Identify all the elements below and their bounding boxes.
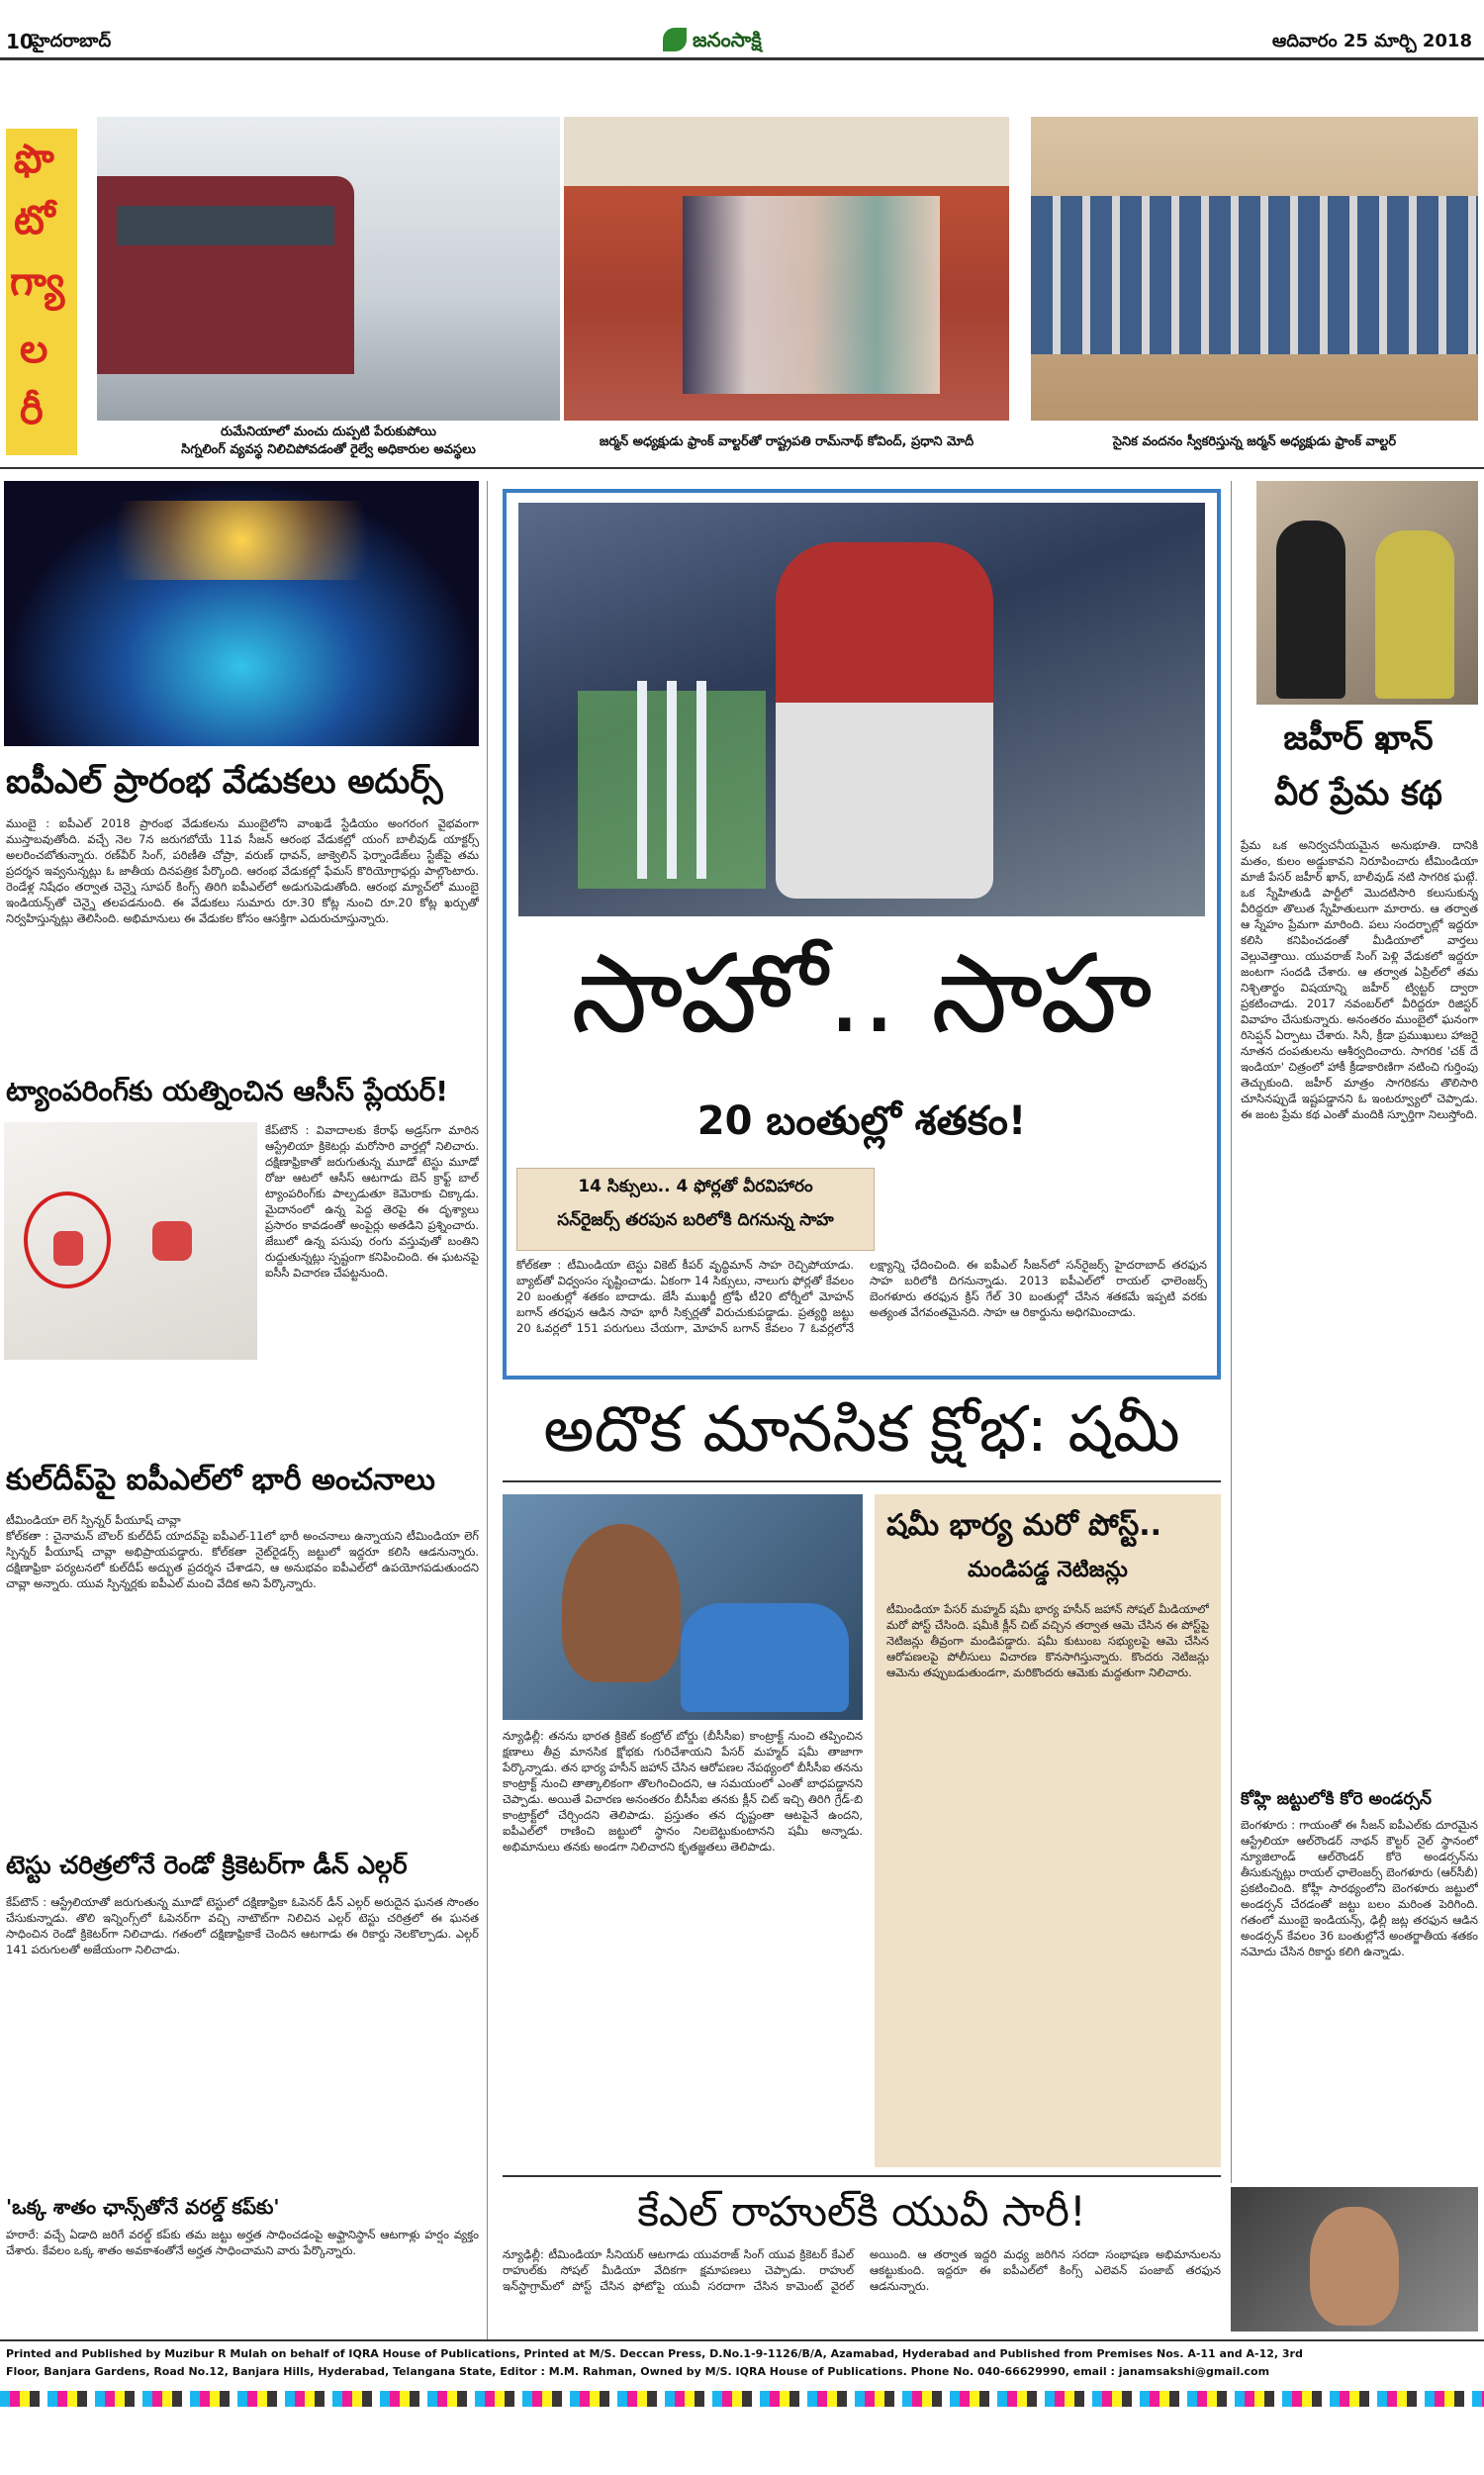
masthead [0, 0, 1484, 59]
shami-headline-rule [503, 1480, 1221, 1482]
shami-photo [503, 1494, 863, 1720]
world-cup-body: హరారే: వచ్చే ఏడాది జరిగే వరల్డ్ కప్‌కు తమ జట్టు అర్హత సాధించడంపై అఫ్ఘానిస్థాన్ ఆటగాళ్లు హర్షం వ్యక్తం చేశారు. కేవలం ఒక్క శాతం అవకాశంతోనే అర్హత సాధించామని వారు పేర్కొన్నారు. [6, 2228, 479, 2257]
shami-headline: అదొక మానసిక క్షోభ: షమీ [543, 1393, 1180, 1467]
saha-highlight-box [516, 1168, 875, 1251]
rahul-body: న్యూఢిల్లీ: టీమిండియా సీనియర్ ఆటగాడు యువరాజ్ సింగ్ యువ క్రికెటర్ కేఎల్ రాహుల్‌కు సోషల్ మీడియా వేదికగా క్షమాపణలు చెప్పాడు. రాహుల్ ఇన్‌స్టాగ్రామ్‌లో పోస్ట్ చేసిన ఫోటోపై యువీ సరదాగా చేసిన కామెంట్ వైరల్ అయింది. ఆ తర్వాత ఇద్దరి మధ్య జరిగిన సరదా సంభాషణ అభిమానులను ఆకట్టుకుంది. ఇద్దరూ ఈ ఐపీఎల్‌లో కింగ్స్ ఎలెవన్ పంజాబ్ తరఫున ఆడనున్నారు. [503, 2247, 1221, 2293]
imprint-line-1: Printed and Published by Muzibur R Mulah on behalf of IQRA House of Publications, Printed at M/S. Deccan Press, D.No.1-9-1126/B/A, Azamabad, Hyderabad and Published from Premises Nos. A-11 and A-12, 3rd [6, 2347, 1303, 2360]
gallery-char-3: గ్యా [10, 259, 65, 305]
zaheer-body: ప్రేమ ఒక అనిర్వచనీయమైన అనుభూతి. దానికి మతం, కులం అడ్డుకావని నిరూపించారు టీమిండియా మాజీ పేసర్ జహీర్ ఖాన్, బాలీవుడ్ నటి సాగరిక ఘట్గే. ఒక స్నేహితుడి పార్టీలో మొదటిసారి కలుసుకున్న వీరిద్దరూ తొలుత స్నేహితులుగా మారారు. ఆ తర్వాత ఆ స్నేహం ప్రేమగా మారింది. పలు సందర్భాల్లో ఇద్దరూ కలిసి కనిపించడంతో మీడియాలో వార్తలు వెల్లువెత్తాయి. యువరాజ్ సింగ్ పెళ్లి వేడుకలో ఇద్దరూ జంటగా సందడి చేశారు. ఆ తర్వాత ఏప్రిల్‌లో తమ నిశ్చితార్థం విషయాన్ని జహీర్ ట్విట్టర్ ద్వారా ప్రకటించాడు. 2017 నవంబర్‌లో వీరిద్దరూ రిజిస్టర్ వివాహం చేసుకున్నారు. అనంతరం ముంబైలో ఘనంగా రిసెప్షన్ ఏర్పాటు చేశారు. సినీ, క్రీడా ప్రముఖులు హాజరై నూతన దంపతులను ఆశీర్వదించారు. సాగరిక 'చక్ దే ఇండియా' చిత్రంలో హాకీ క్రీడాకారిణిగా నటించి గుర్తింపు తెచ్చుకుంది. జహీర్ మాత్రం సాగరికను తొలిసారి చూసినప్పుడే ఇష్టపడ్డానని ఓ ఇంటర్వ్యూలో చెప్పాడు. ఈ జంట ప్రేమ కథ ఎంతో మందికి స్ఫూర్తిగా నిలుస్తోంది. [1241, 838, 1478, 1121]
gallery-char-5: రీ [20, 388, 44, 433]
photo-gallery-label [6, 129, 77, 455]
leaf-icon [663, 28, 687, 51]
right-column-rule [1231, 481, 1232, 2183]
kohli-headline: కోహ్లి జట్టులోకి కోరె అండర్సన్ [1241, 1789, 1432, 1809]
footer-rule [0, 2339, 1484, 2341]
snow-train-photo [97, 117, 560, 421]
ipl-opening-body: ముంబై : ఐపీఎల్ 2018 ప్రారంభ వేడుకలను ముంబైలోని వాంఖడే స్టేడియం అంగరంగ వైభవంగా ముస్తాబవుతోంది. వచ్చే నెల 7న జరుగబోయే 11వ సీజన్ ఆరంభ వేడుకల్లో యంగ్ బాలీవుడ్ యాక్టర్స్ అలరించబోతున్నారు. రణ్‌వీర్ సింగ్, పరిణీతి చోప్రా, వరుణ్ ధావన్, జాక్వెలిన్ ఫెర్నాండేజ్‌లు స్టేజ్‌పై తమ ప్రదర్శన ఇవ్వనున్నట్లు ఓ జాతీయ దినపత్రిక పేర్కొంది. ఆరంభ వేడుకల్లో ఫేమస్ కొరియోగ్రాఫర్లు పాల్గొంటారు. రెండేళ్ల నిషేధం తర్వాత చెన్నై సూపర్ కింగ్స్ తిరిగి ఐపీఎల్‌లో అడుగుపెడుతోంది. ఆరంభ మ్యాచ్‌లో ముంబై ఇండియన్స్‌తో చెన్నై తలపడనుంది. ఈ వేడుకలు సుమారు రూ.30 కోట్ల నుంచి రూ.20 కోట్ల ఖర్చుతో నిర్వహిస్తున్నట్లు తెలిసింది. అభిమానులు ఈ వేడుకల కోసం ఆసక్తిగా ఎదురుచూస్తున్నారు. [6, 816, 479, 925]
world-cup-headline: 'ఒక్క శాతం ఛాన్స్‌తోనే వరల్డ్ కప్‌కు' [6, 2195, 280, 2219]
gallery-caption-3: సైనిక వందనం స్వీకరిస్తున్న జర్మన్ అధ్యక్షుడు ఫ్రాంక్ వాల్టర్ [1112, 434, 1397, 449]
ball-tampering-photo [4, 1122, 257, 1360]
german-president-photo [564, 117, 1009, 421]
yuvraj-photo [1231, 2187, 1478, 2332]
rahul-top-rule [503, 2175, 1221, 2177]
shami-body: న్యూఢిల్లీ: తనను భారత క్రికెట్ కంట్రోల్ బోర్డు (బీసీసీఐ) కాంట్రాక్ట్ నుంచి తప్పించిన క్షణాలు తీవ్ర మానసిక క్షోభకు గురిచేశాయని పేసర్ మహ్మద్ షమీ తాజాగా పేర్కొన్నాడు. తన భార్య హసీన్ జహాన్ చేసిన ఆరోపణల నేపథ్యంలో బీసీసీఐ తనను కాంట్రాక్ట్ నుంచి తాత్కాలికంగా తొలగించిందని, ఆ సమయంలో ఎంతో బాధపడ్డానని చెప్పాడు. అయితే విచారణ అనంతరం బీసీసీఐ తనకు క్లీన్ చిట్ ఇచ్చి తిరిగి గ్రేడ్-బి కాంట్రాక్ట్‌లో చేర్చిందని తెలిపాడు. ప్రస్తుతం తన దృష్టంతా ఆటపైనే ఉందని, ఐపీఎల్‌లో రాణించి జట్టులో స్థానం నిలబెట్టుకుంటానని షమీ అన్నాడు. అభిమానులు తనకు అండగా నిలిచారని కృతజ్ఞతలు తెలిపాడు. [503, 1729, 863, 1854]
saha-body: కోల్‌కతా : టీమిండియా టెస్టు వికెట్ కీపర్ వృద్ధిమాన్ సాహ రెచ్చిపోయాడు. బ్యాట్‌తో విధ్వంసం సృష్టించాడు. ఏకంగా 14 సిక్సులు, నాలుగు ఫోర్లతో కేవలం 20 బంతుల్లో శతకం బాదాడు. జేసీ ముఖర్జీ ట్రోఫీ టీ20 టోర్నీలో మోహన్ బగాన్ తరఫున ఆడిన సాహ భారీ సిక్సర్లతో విరుచుకుపడ్డాడు. ప్రత్యర్థి జట్టు 20 ఓవర్లలో 151 పరుగులు చేయగా, మోహన్ బగాన్ కేవలం 7 ఓవర్లలోనే లక్ష్యాన్ని ఛేదించింది. ఈ ఐపీఎల్ సీజన్‌లో సన్‌రైజర్స్ హైదరాబాద్ తరఫున సాహ బరిలోకి దిగనున్నాడు. 2013 ఐపీఎల్‌లో రాయల్ ఛాలెంజర్స్ బెంగళూరు తరఫున క్రిస్ గేల్ 30 బంతుల్లో చేసిన శతకమే ఇప్పటి వరకు అత్యంత వేగవంతమైనది. సాహ ఆ రికార్డును అధిగమించాడు. [516, 1258, 1207, 1335]
gallery-char-2: టో [14, 198, 55, 243]
tampering-headline: ట్యాంపరింగ్‌కు యత్నించిన ఆసీస్ ప్లేయర్! [6, 1075, 449, 1107]
kuldeep-body: టీమిండియా లెగ్ స్పిన్నర్ పీయూష్ చావ్లా కోల్‌కతా : చైనామన్ బౌలర్ కుల్‌దీప్ యాదవ్‌పై ఐపీఎల్-11లో భారీ అంచనాలు ఉన్నాయని టీమిండియా లెగ్ స్పిన్నర్ పీయూష్ చావ్లా అభిప్రాయపడ్డారు. కోల్‌కతా నైట్‌రైడర్స్ జట్టులో ఇద్దరూ కలిసి ఆడనున్నారు. దక్షిణాఫ్రికా పర్యటనలో కుల్‌దీప్ అద్భుత ప్రదర్శన చేశాడని, ఆ అనుభవం ఐపీఎల్‌లో ఉపయోగపడుతుందని చావ్లా అన్నారు. యువ స్పిన్నర్లకు ఐపీఎల్ మంచి వేదిక అని పేర్కొన్నారు. [6, 1513, 479, 1590]
gallery-char-1: ఫొ [14, 137, 54, 182]
gallery-bottom-rule [0, 467, 1484, 469]
saha-subheadline: 20 బంతుల్లో శతకం! [696, 1098, 1027, 1144]
shami-wife-headline: షమీ భార్య మరో పోస్ట్.. [886, 1508, 1162, 1543]
paper-name: జనంసాక్షి [693, 28, 762, 51]
stadium-fireworks-photo [4, 481, 479, 746]
zaheer-headline-line2: వీర ప్రేమ కథ [1274, 774, 1442, 813]
paper-logo [661, 26, 819, 55]
elgar-body: కేప్‌టౌన్ : ఆస్ట్రేలియాతో జరుగుతున్న మూడో టెస్టులో దక్షిణాఫ్రికా ఓపెనర్ డీన్ ఎల్గర్ అరుదైన ఘనత సొంతం చేసుకున్నాడు. తొలి ఇన్నింగ్స్‌లో ఓపెనర్‌గా వచ్చి నాటౌట్‌గా నిలిచిన ఎల్గర్ టెస్టు చరిత్రలో ఈ ఘనత సాధించిన రెండో క్రికెటర్‌గా నిలిచాడు. గతంలో దక్షిణాఫ్రికాకే చెందిన ఆటగాడు ఈ రికార్డు నెలకొల్పాడు. ఎల్గర్ 141 పరుగులతో అజేయంగా నిలిచాడు. [6, 1895, 479, 1956]
gallery-caption-2: జర్మన్ అధ్యక్షుడు ఫ్రాంక్ వాల్టర్‌తో రాష్ట్రపతి రామ్‌నాథ్ కోవింద్, ప్రధాని మోదీ [599, 434, 974, 449]
guard-of-honour-photo [1031, 117, 1478, 421]
page-number: 10 [6, 30, 34, 53]
kuldeep-headline: కుల్‌దీప్‌పై ఐపీఎల్‌లో భారీ అంచనాలు [6, 1463, 435, 1497]
imprint-line-2: Floor, Banjara Gardens, Road No.12, Banjara Hills, Hyderabad, Telangana State, Editor : M.M. Rahman, Owned by M/S. IQRA House of Publications. Phone No. 040-66629990, email : janamsakshi@gmail.com [6, 2365, 1270, 2378]
shami-wife-box [875, 1494, 1221, 2167]
gallery-char-4: ల [20, 327, 48, 372]
saha-headline: సాహో.. సాహ [571, 930, 1153, 1057]
rahul-headline: కేఎల్ రాహుల్‌కి యువీ సారీ! [637, 2187, 1086, 2236]
color-registration-strip [0, 2391, 1484, 2407]
left-column-rule [487, 481, 488, 2341]
masthead-rule [0, 57, 1484, 60]
ipl-opening-headline: ఐపీఎల్ ప్రారంభ వేడుకలు అదుర్స్ [6, 762, 443, 802]
elgar-headline: టెస్టు చరిత్రలోనే రెండో క్రికెటర్‌గా డీన్ ఎల్గర్ [6, 1851, 408, 1879]
shami-wife-body: టీమిండియా పేసర్ మహ్మద్ షమీ భార్య హసీన్ జహాన్ సోషల్ మీడియాలో మరో పోస్ట్ చేసింది. షమీకి క్లీన్ చిట్ వచ్చిన తర్వాత ఆమె చేసిన ఈ పోస్ట్‌పై నెటిజన్లు తీవ్రంగా మండిపడ్డారు. షమీ కుటుంబ సభ్యులపై ఆమె చేసిన ఆరోపణలపై పోలీసులు విచారణ కొనసాగిస్తున్నారు. కొందరు నెటిజన్లు ఆమెను తప్పుబడుతుండగా, మరికొందరు ఆమెకు మద్దతుగా నిలిచారు. [886, 1602, 1209, 1679]
kohli-body: బెంగళూరు : గాయంతో ఈ సీజన్ ఐపీఎల్‌కు దూరమైన ఆస్ట్రేలియా ఆల్‌రౌండర్ నాథన్ కౌల్టర్ నైల్ స్థానంలో న్యూజిలాండ్ ఆల్‌రౌండర్ కోరె అండర్సన్‌ను తీసుకున్నట్లు రాయల్ ఛాలెంజర్స్ బెంగళూరు (ఆర్‌సీబీ) ప్రకటించింది. కోహ్లీ సారథ్యంలోని బెంగళూరు జట్టులో అండర్సన్ చేరడంతో జట్టు బలం మరింత పెరిగింది. గతంలో ముంబై ఇండియన్స్, ఢిల్లీ జట్ల తరఫున ఆడిన అండర్సన్ కేవలం 36 బంతుల్లోనే అంతర్జాతీయ శతకం నమోదు చేసిన రికార్డు కలిగి ఉన్నాడు. [1241, 1818, 1478, 1958]
shami-wife-subheadline: మండిపడ్డ నెటిజన్లు [968, 1558, 1128, 1582]
zaheer-sagarika-photo [1256, 481, 1478, 705]
city-name: హైదరాబాద్ [32, 31, 112, 51]
zaheer-headline-line1: జహీర్ ఖాన్ [1283, 718, 1434, 758]
saha-highlight-2: సన్‌రైజర్స్ తరపున బరిలోకి దిగనున్న సాహ [557, 1210, 834, 1230]
issue-date: ఆదివారం 25 మార్చి 2018 [1271, 31, 1472, 51]
gallery-caption-1: రుమేనియాలో మంచు దుప్పటి పేరుకుపోయి సిగ్నలింగ్ వ్యవస్థ నిలిచిపోవడంతో రైల్వే అధికారుల అవస్థలు [181, 425, 476, 457]
saha-highlight-1: 14 సిక్సులు.. 4 ఫోర్లతో వీరవిహారం [578, 1177, 813, 1196]
tampering-body: కేప్‌టౌన్ : వివాదాలకు కేరాఫ్ అడ్రస్‌గా మారిన ఆస్ట్రేలియా క్రికెటర్లు మరోసారి వార్తల్లో నిలిచారు. దక్షిణాఫ్రికాతో జరుగుతున్న మూడో టెస్టు మూడో రోజు ఆటలో ఆసీస్ ఆటగాడు బెన్ క్రాఫ్ట్ బాల్ ట్యాంపరింగ్‌కు పాల్పడుతూ కెమెరాకు చిక్కాడు. మైదానంలో ఉన్న పెద్ద తెరపై ఈ దృశ్యాలు ప్రసారం కావడంతో అంపైర్లు అతడిని ప్రశ్నించారు. జేబులో ఉన్న పసుపు రంగు వస్తువుతో బంతిని రుద్దుతున్నట్లు స్పష్టంగా కనిపించింది. ఈ ఘటనపై ఐసీసీ విచారణ చేపట్టనుంది. [265, 1123, 479, 1280]
saha-batting-photo [518, 503, 1205, 916]
